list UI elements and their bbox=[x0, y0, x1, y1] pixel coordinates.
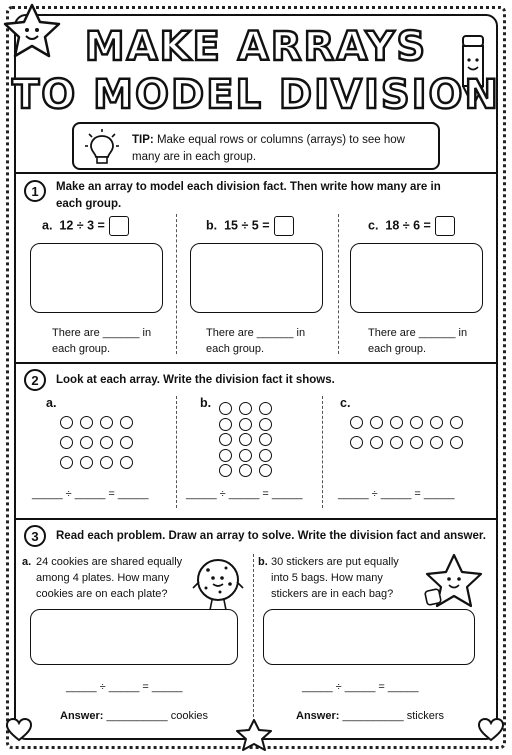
array-circle bbox=[259, 402, 272, 415]
section-3-instruction: Read each problem. Draw an array to solve. Write the division fact and answer. bbox=[56, 530, 486, 542]
array-circle bbox=[80, 416, 93, 429]
section-2-instruction: Look at each array. Write the division fact it shows. bbox=[56, 374, 335, 386]
section-3-number: 3 bbox=[24, 525, 46, 547]
heart-icon bbox=[6, 718, 32, 742]
answer-box-1a[interactable] bbox=[109, 216, 129, 236]
array-circle bbox=[239, 433, 252, 446]
answer-row-3b: Answer: __________ stickers bbox=[296, 710, 444, 722]
array-circle bbox=[430, 436, 443, 449]
array-circle bbox=[120, 436, 133, 449]
array-circle bbox=[60, 456, 73, 469]
division-fact-3b[interactable]: _____ ÷ _____ = _____ bbox=[302, 681, 419, 693]
divider bbox=[338, 214, 339, 354]
array-drawing-area-1b[interactable] bbox=[190, 243, 323, 313]
answer-box-1b[interactable] bbox=[274, 216, 294, 236]
answer-box-1c[interactable] bbox=[435, 216, 455, 236]
division-fact-2a[interactable]: _____ ÷ _____ = _____ bbox=[32, 488, 149, 500]
divider bbox=[176, 214, 177, 354]
array-circle bbox=[450, 436, 463, 449]
problem-3a-label: a. bbox=[22, 556, 32, 568]
array-2b-label: b. bbox=[200, 396, 212, 410]
array-circle bbox=[219, 402, 232, 415]
problem-1b-label: b. 15 ÷ 5 = bbox=[206, 216, 294, 236]
problem-1c-label: c. 18 ÷ 6 = bbox=[368, 216, 455, 236]
divider bbox=[322, 396, 323, 508]
array-circle bbox=[259, 449, 272, 462]
array-circle bbox=[60, 436, 73, 449]
array-circle bbox=[239, 464, 252, 477]
array-circle bbox=[259, 418, 272, 431]
array-drawing-area-3a[interactable] bbox=[30, 609, 238, 665]
array-drawing-area-3b[interactable] bbox=[263, 609, 475, 665]
array-circle bbox=[239, 418, 252, 431]
section-1-number: 1 bbox=[24, 180, 46, 202]
array-drawing-area-1a[interactable] bbox=[30, 243, 163, 313]
problem-3b-text: 30 stickers are put equally into 5 bags. How many stickers are in each bag? bbox=[271, 556, 399, 600]
array-circle bbox=[219, 464, 232, 477]
array-circle bbox=[450, 416, 463, 429]
star-character-icon bbox=[424, 552, 484, 610]
problem-3b-label: b. bbox=[258, 556, 268, 568]
array-circle bbox=[410, 416, 423, 429]
array-circle bbox=[239, 449, 252, 462]
array-circle bbox=[219, 418, 232, 431]
section-1-instruction: Make an array to model each division fact. Then write how many are in each group. bbox=[56, 181, 441, 210]
tip-text: Make equal rows or columns (arrays) to see how many are in each group. bbox=[132, 134, 405, 163]
answer-text-1a: There are ______ in each group. bbox=[52, 327, 152, 355]
divider bbox=[176, 396, 177, 508]
tip-box bbox=[72, 122, 440, 170]
array-circle bbox=[390, 416, 403, 429]
answer-row-3a: Answer: __________ cookies bbox=[60, 710, 209, 722]
array-circle bbox=[410, 436, 423, 449]
array-circle bbox=[370, 436, 383, 449]
answer-text-1c: There are ______ in each group. bbox=[368, 327, 468, 355]
array-circle bbox=[219, 449, 232, 462]
array-circle bbox=[219, 433, 232, 446]
array-2a-label: a. bbox=[46, 396, 57, 410]
array-circle bbox=[80, 456, 93, 469]
array-2c-label: c. bbox=[340, 396, 351, 410]
title-line-2: TO MODEL DIVISION bbox=[11, 72, 501, 118]
array-circle bbox=[239, 402, 252, 415]
tip-label: TIP: bbox=[132, 134, 154, 146]
problem-3a-text: 24 cookies are shared equally among 4 plates. How many cookies are on each plate? bbox=[36, 556, 183, 600]
array-circle bbox=[60, 416, 73, 429]
array-circle bbox=[100, 436, 113, 449]
array-circle bbox=[259, 464, 272, 477]
problem-1a-label: a. 12 ÷ 3 = bbox=[42, 216, 129, 236]
array-circle bbox=[390, 436, 403, 449]
array-circle bbox=[100, 456, 113, 469]
array-circle bbox=[120, 456, 133, 469]
answer-text-1b: There are ______ in each group. bbox=[206, 327, 306, 355]
lightbulb-icon bbox=[84, 128, 120, 166]
array-circle bbox=[80, 436, 93, 449]
division-fact-3a[interactable]: _____ ÷ _____ = _____ bbox=[66, 681, 183, 693]
cookie-character-icon bbox=[190, 556, 246, 616]
answer-blank-3a[interactable]: __________ bbox=[106, 710, 168, 722]
array-circle bbox=[370, 416, 383, 429]
heart-icon bbox=[478, 718, 504, 742]
array-circle bbox=[350, 436, 363, 449]
array-circle bbox=[430, 416, 443, 429]
section-2-number: 2 bbox=[24, 369, 46, 391]
array-circle bbox=[100, 416, 113, 429]
array-circle bbox=[120, 416, 133, 429]
answer-blank-3b[interactable]: __________ bbox=[342, 710, 404, 722]
division-fact-2c[interactable]: _____ ÷ _____ = _____ bbox=[338, 488, 455, 500]
star-icon bbox=[234, 718, 274, 752]
array-circle bbox=[259, 433, 272, 446]
divider bbox=[253, 554, 254, 732]
array-drawing-area-1c[interactable] bbox=[350, 243, 483, 313]
array-circle bbox=[350, 416, 363, 429]
division-fact-2b[interactable]: _____ ÷ _____ = _____ bbox=[186, 488, 303, 500]
title-line-1: MAKE ARRAYS bbox=[84, 24, 428, 70]
